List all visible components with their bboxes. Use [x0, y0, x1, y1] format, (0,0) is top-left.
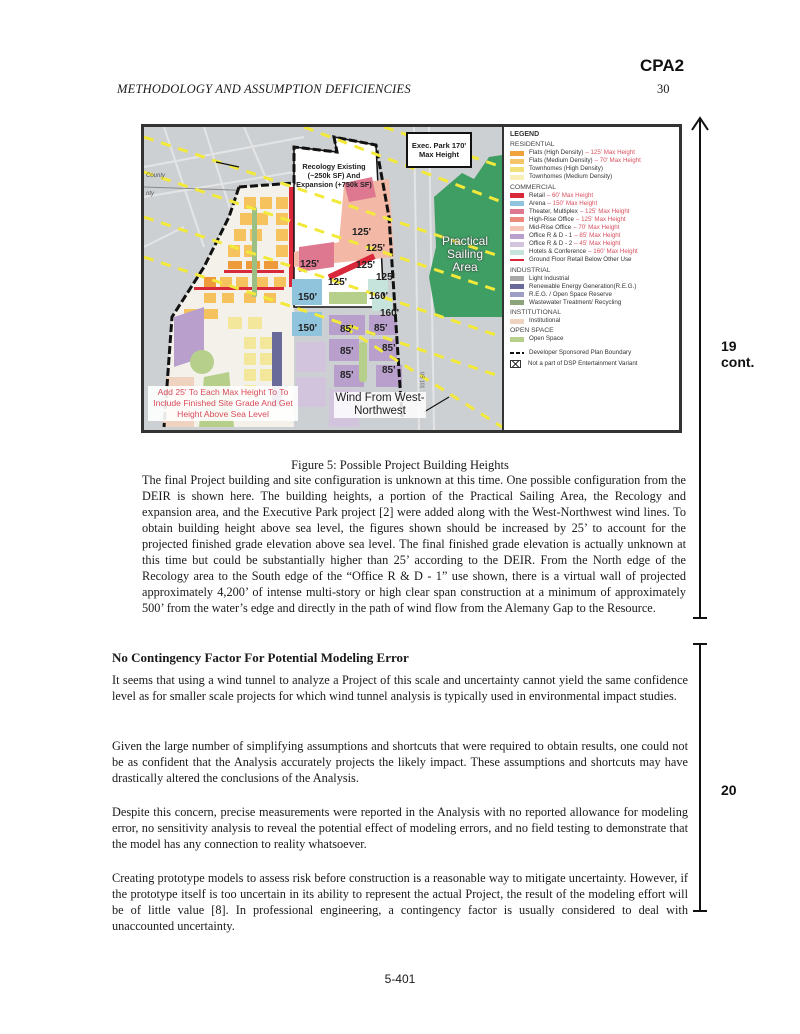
- color-swatch: [510, 319, 524, 324]
- height-label: 125': [376, 272, 396, 283]
- wind-direction-label: Wind From West-Northwest: [335, 392, 425, 417]
- legend-label: R.E.G. / Open Space Reserve: [529, 290, 612, 298]
- comment-20-bracket: [699, 643, 701, 911]
- legend-label: Flats (Medium Density): [529, 157, 593, 165]
- section-heading: No Contingency Factor For Potential Modeling Error: [112, 650, 409, 665]
- legend-item: [510, 216, 673, 224]
- color-swatch: [510, 201, 524, 206]
- legend-item: [510, 299, 673, 307]
- height-label: 125': [300, 259, 320, 270]
- legend-label: Mid-Rise Office: [529, 224, 572, 232]
- legend-label: Office R & D - 2: [529, 240, 573, 248]
- legend-item: [510, 232, 673, 240]
- legend-max-height: – 70' Max Height: [573, 224, 620, 232]
- color-swatch: [510, 159, 524, 164]
- height-label: 85': [374, 323, 388, 334]
- figure-map: [141, 124, 682, 433]
- legend-label: Hotels & Conference: [529, 248, 587, 256]
- legend-item: [510, 165, 673, 173]
- legend-label: Not a part of DSP Entertainment Variant: [528, 360, 638, 368]
- color-swatch: [510, 217, 524, 222]
- paragraph-3: Despite this concern, precise measurements were reported in the Analysis with no reported allowance for modeling error, no sensitivity analysis to reveal the potential effect of modeling errors, and no field testing to demonstrate that the model has any connection to reality whatsoever.: [112, 805, 688, 851]
- legend-category: INSTITUTIONAL: [510, 308, 561, 316]
- legend-category: INDUSTRIAL: [510, 266, 551, 274]
- color-swatch: [510, 175, 524, 180]
- legend-max-height: – 70' Max Height: [594, 157, 641, 165]
- crossed-box-icon: [510, 360, 521, 368]
- height-label: 85': [382, 365, 396, 376]
- height-label: 85': [382, 343, 396, 354]
- paragraph-2: Given the large number of simplifying assumptions and shortcuts that were required to obtain results, one could not be as confident that the Analysis accurately projects the likely impact. These assumptions and shortcuts may have drastically altered the conclusions of the Analysis.: [112, 739, 688, 785]
- legend-item: [510, 200, 673, 208]
- legend-body: [510, 141, 673, 343]
- height-label: 85': [340, 324, 354, 335]
- height-label: 150': [298, 323, 318, 334]
- legend-label: Open Space: [529, 335, 564, 343]
- height-label: 160': [369, 291, 389, 302]
- legend-item: [510, 335, 673, 343]
- color-swatch: [510, 167, 524, 172]
- dashed-line-swatch: [510, 352, 524, 354]
- legend-max-height: – 125' Max Height: [579, 207, 630, 215]
- legend-label: Townhomes (High Density): [529, 165, 603, 173]
- legend-label: Arena: [529, 199, 546, 207]
- running-head: METHODOLOGY AND ASSUMPTION DEFICIENCIES: [117, 82, 411, 96]
- height-label: 125': [356, 260, 376, 271]
- practical-sailing-area-label: Practical Sailing Area: [441, 234, 488, 274]
- map-legend: [502, 127, 679, 430]
- figure-description-paragraph: The final Project building and site configuration is unknown at this time. One possible configuration from the DEIR is shown here. The building heights, a portion of the Practical Sailing Area, the Recology and expansion area, and the Executive Park project [2] were added along with the West-Northwest wind lines. To obtain building height above sea level, the figures shown should be increased by 25’ to account for the projected finished grade elevation above sea level. The final finished grade elevation is actually unknown at this time but could be substantially higher than 25’ according to the DEIR. From the North edge of the Recology area to the South edge of the “Office R & D - 1” use shown, there is a virtual wall of projected approximately 4,200’ of intense multi-story or high clear span construction at a minimum of approximately 500’ from the water’s edge and directly in the path of wind flow from the Alemany Gap to the Resource.: [142, 473, 686, 615]
- legend-item-boundary: [510, 349, 673, 357]
- legend-item: [510, 248, 673, 256]
- road-label-us101: US 101: [418, 371, 425, 389]
- comment-code: CPA2: [640, 56, 685, 75]
- height-label: 160': [380, 308, 400, 319]
- comment-19-bracket-end: [693, 617, 707, 619]
- height-label: 150': [298, 292, 318, 303]
- legend-category: COMMERCIAL: [510, 183, 557, 191]
- color-swatch: [510, 209, 524, 214]
- color-swatch: [510, 300, 524, 305]
- height-label: 85': [340, 370, 354, 381]
- place-label-county: County: [146, 173, 166, 179]
- legend-max-height: – 125' Max Height: [585, 149, 636, 157]
- legend-item: [510, 317, 673, 325]
- legend-label: Flats (High Density): [529, 149, 584, 157]
- height-label: 125': [328, 277, 348, 288]
- height-label: 125': [366, 243, 386, 254]
- legend-item: [510, 291, 673, 299]
- place-label-nty: nty: [146, 191, 155, 197]
- legend-item: [510, 192, 673, 200]
- legend-label: Wastewater Treatment/ Recycling: [529, 298, 622, 306]
- paragraph-4: Creating prototype models to assess risk before construction is a reasonable way to mitigate uncertainty. However, if the prototype itself is too uncertain in its ability to represent the actual Project, the result of the modeling effort will be of little value [8]. In professional engineering, a contingency factor is usually considered to deal with unaccounted uncertainty.: [112, 871, 688, 933]
- legend-label: Ground Floor Retail Below Other Use: [529, 256, 632, 264]
- site-plan-map: [144, 127, 502, 430]
- legend-item: [510, 275, 673, 283]
- legend-category: RESIDENTIAL: [510, 141, 555, 149]
- height-label: 125': [352, 227, 372, 238]
- comment-20-label: 20: [721, 782, 737, 798]
- comment-cont: cont.: [721, 354, 755, 370]
- legend-label: Retail: [529, 191, 545, 199]
- legend-max-height: – 150' Max Height: [547, 199, 598, 207]
- legend-max-height: – 85' Max Height: [574, 232, 621, 240]
- color-swatch: [510, 250, 524, 255]
- grade-note: Add 25' To Each Max Height To To Include Finished Site Grade And Get Height Above Sea Level: [148, 386, 298, 421]
- paragraph-1: It seems that using a wind tunnel to analyze a Project of this scale and uncertainty cannot yield the same confidence level as for smaller scale projects for which wind tunnel analysis is typically used in environmental impact studies.: [112, 673, 688, 703]
- legend-item: [510, 256, 673, 264]
- legend-label: Light Industrial: [529, 274, 570, 282]
- legend-item: [510, 208, 673, 216]
- legend-label: Institutional: [529, 317, 561, 325]
- legend-item: [510, 224, 673, 232]
- color-swatch: [510, 151, 524, 156]
- legend-label: Renewable Energy Generation(R.E.G.): [529, 282, 637, 290]
- legend-category: OPEN SPACE: [510, 327, 554, 335]
- color-swatch: [510, 276, 524, 281]
- color-swatch: [510, 226, 524, 231]
- color-swatch: [510, 337, 524, 342]
- legend-label: Developer Sponsored Plan Boundary: [529, 349, 632, 357]
- height-label: 85': [340, 346, 354, 357]
- legend-item: [510, 157, 673, 165]
- recology-label: Recology Existing (~250k SF) And Expansion (+750k SF): [296, 162, 372, 189]
- legend-label: Office R & D - 1: [529, 232, 573, 240]
- color-swatch: [510, 242, 524, 247]
- legend-title: LEGEND: [510, 131, 540, 138]
- legend-max-height: – 45' Max Height: [574, 240, 621, 248]
- comment-19-label: [721, 338, 754, 370]
- legend-label: Theater, Multiplex: [529, 207, 578, 215]
- figure-caption: Figure 5: Possible Project Building Heights: [291, 458, 509, 472]
- page-number: 30: [657, 82, 670, 96]
- comment-19-bracket: [699, 118, 701, 618]
- legend-item: [510, 283, 673, 291]
- legend-max-height: – 60' Max Height: [546, 191, 594, 199]
- color-swatch: [510, 234, 524, 239]
- comment-20-bracket-end: [693, 910, 707, 912]
- color-swatch: [510, 193, 524, 198]
- legend-max-height: – 125' Max Height: [575, 215, 626, 223]
- color-swatch: [510, 292, 524, 297]
- legend-item: [510, 173, 673, 181]
- footer-page-id: 5-401: [384, 972, 416, 986]
- legend-max-height: – 160' Max Height: [588, 248, 638, 256]
- comment-number: 19: [721, 338, 737, 354]
- color-swatch: [510, 284, 524, 289]
- legend-item: [510, 149, 673, 157]
- legend-item-not-part: [510, 360, 673, 368]
- legend-item: [510, 240, 673, 248]
- exec-park-callout: Exec. Park 170' Max Height: [406, 132, 472, 168]
- color-swatch: [510, 259, 524, 261]
- legend-label: Townhomes (Medium Density): [529, 173, 613, 181]
- legend-label: High-Rise Office: [529, 215, 574, 223]
